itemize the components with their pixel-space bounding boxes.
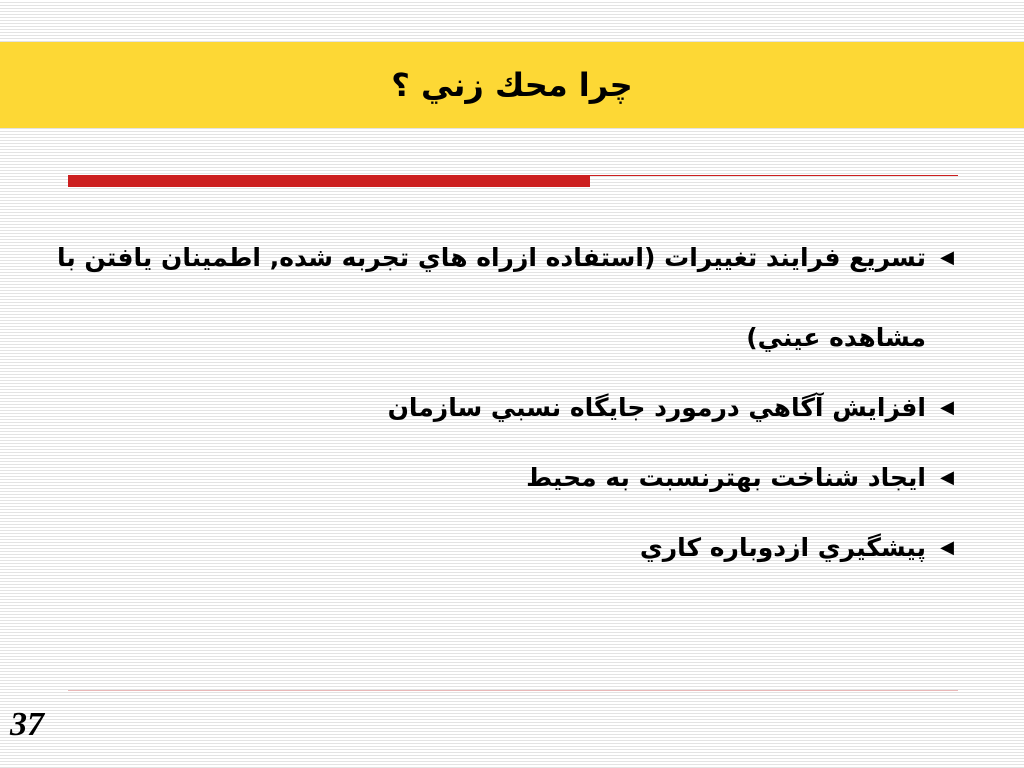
title-bar [0, 42, 1024, 128]
slide-title: چرا محك زني ؟ [391, 66, 633, 104]
bullet-item [54, 525, 954, 588]
footer-divider [68, 690, 958, 691]
triangle-left-bullet-icon: ◀ [940, 467, 954, 488]
bullet-text: پيشگيري ازدوباره كاري [639, 533, 926, 562]
bullet-text: تسريع فرايند تغييرات (استفاده ازراه هاي تجربه شده, اطمينان يافتن با مشاهده عيني) [56, 243, 926, 352]
triangle-left-bullet-icon: ◀ [940, 247, 954, 268]
bullet-text: افزايش آگاهي درمورد جايگاه نسبي سازمان [387, 393, 926, 422]
bullet-item [54, 235, 954, 378]
bullet-list [54, 235, 954, 588]
page-number: 37 [10, 706, 44, 743]
triangle-left-bullet-icon: ◀ [940, 397, 954, 418]
triangle-left-bullet-icon: ◀ [940, 537, 954, 558]
accent-bar [68, 175, 590, 187]
bullet-text: ايجاد شناخت بهترنسبت به محيط [526, 463, 926, 492]
